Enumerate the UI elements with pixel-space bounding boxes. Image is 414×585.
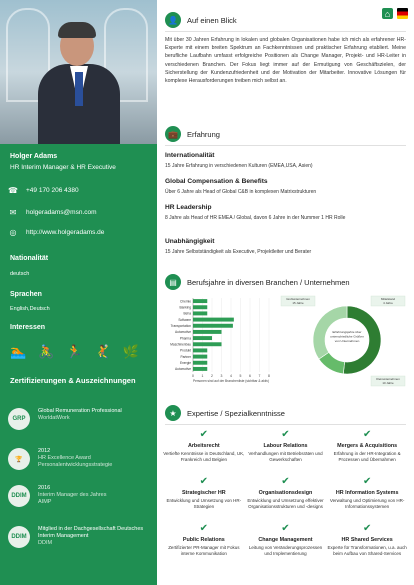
award-item: GRP Global Remuneration Professional WorldatWork: [8, 408, 122, 430]
experience-section-title: 💼 Erfahrung: [165, 126, 220, 142]
check-icon: ✔: [362, 523, 372, 534]
bar: [193, 305, 207, 309]
expertise-item: ✔ Public Relations Zertifizierter PR-Manager mit Fokus interne Kommunikation: [163, 522, 245, 566]
donut-center-text: unterschiedliche Größen: [330, 334, 364, 339]
experience-detail: 15 Jahre Selbstständigkeit als Executive, Projektleiter und Berater: [165, 249, 312, 255]
chart-icon: ▤: [165, 274, 181, 290]
category-label: Software: [178, 317, 191, 322]
category-label: Energie: [180, 360, 191, 365]
person-name: Holger Adams: [10, 153, 58, 160]
x-tick-label: 3: [220, 374, 223, 378]
expertise-item: ✔ Change Management Leitung von Veränderungsprozessen und Implementierung: [245, 522, 327, 566]
awards-heading: Zertifizierungen & Auszeichnungen: [10, 376, 136, 385]
plant-icon: 🌿: [122, 344, 139, 359]
branches-chart: [157, 292, 414, 392]
donut-center-text: Erfahrungsjahre über: [332, 330, 362, 334]
award-badge-icon: 🏆: [8, 448, 30, 470]
x-tick-label: 1: [201, 374, 204, 378]
cycling-icon: 🚴: [38, 344, 55, 359]
bar: [193, 318, 234, 322]
category-label: Banking: [179, 305, 191, 310]
x-tick-label: 4: [230, 374, 232, 378]
category-label: Beha: [183, 311, 191, 316]
award-badge-icon: DDIM: [8, 485, 30, 507]
handball-icon: 🤾: [94, 344, 111, 359]
person-title: HR Interim Manager & HR Executive: [10, 164, 116, 171]
check-icon: ✔: [199, 429, 209, 440]
x-axis-label: Personen sind auf der Branchenliste (sichtbar & aktiv): [192, 379, 270, 383]
x-tick-label: 7: [258, 374, 261, 378]
profile-photo: [0, 0, 157, 144]
expertise-item: ✔ HR Information Systems Verwaltung und Optimierung von HR-Informationssystemen: [326, 475, 408, 519]
experience-detail: Über 6 Jahre als Head of Global C&B in komplexen Matrixstrukturen: [165, 189, 317, 195]
expertise-item: ✔ Arbeitsrecht Vertiefte Kenntnisse in Deutschland, UK, Frankreich und Belgien: [163, 429, 245, 462]
award-badge-icon: GRP: [8, 408, 30, 430]
german-flag-icon[interactable]: [397, 8, 408, 19]
nationality-value: deutsch: [10, 271, 30, 277]
donut-legend-label: Mittelstand: [381, 297, 395, 301]
category-label: Produkt: [180, 348, 191, 353]
category-label: Maschinenbau: [170, 342, 191, 347]
x-tick-label: 2: [211, 374, 213, 378]
interests-icons: [10, 344, 139, 360]
globe-icon: ◎: [9, 227, 17, 237]
award-item: DDIM Mitglied in der Dachgesellschaft Deutsches Interim Management DDIM: [8, 526, 157, 548]
category-label: Chemie: [180, 299, 191, 304]
email-row[interactable]: [8, 207, 97, 217]
bar: [193, 299, 207, 303]
home-icon[interactable]: ⌂: [382, 8, 393, 19]
top-icons: [382, 8, 408, 19]
donut-legend-value: 10 Jahre: [382, 381, 394, 385]
phone-row[interactable]: [8, 185, 79, 195]
x-tick-label: 5: [239, 374, 242, 378]
x-tick-label: 8: [268, 374, 270, 378]
donut-legend-value: 15 Jahre: [292, 301, 304, 305]
donut-center-text: von Unternehmen: [334, 339, 360, 344]
experience-detail: 15 Jahre Erfahrung in verschiedenen Kulturen (EMEA,USA, Asien): [165, 163, 313, 169]
check-icon: ✔: [199, 523, 209, 534]
experience-heading: Global Compensation & Benefits: [165, 178, 268, 185]
running-icon: 🏃: [66, 344, 83, 359]
check-icon: ✔: [281, 476, 290, 487]
award-item: 🏆 2012 HR Excellence Award Personalentwicklungsstrategie: [8, 448, 112, 470]
languages-value: English,Deutsch: [10, 306, 50, 312]
phone-number: +49 170 206 4380: [26, 186, 79, 194]
category-label: Partner: [180, 354, 191, 359]
phone-icon: ☎: [8, 185, 18, 195]
expertise-item: ✔ Strategischer HR Entwicklung und Umsetzung von HR-Strategien: [163, 475, 245, 519]
check-icon: ✔: [281, 523, 290, 534]
user-icon: 👤: [165, 12, 181, 28]
expertise-item: ✔ HR Shared Services Experte für Transformationen, u.a. auch beim Aufbau von Shared-Services: [327, 523, 407, 556]
expertise-section-title: ★ Expertise / Spezialkenntnisse: [165, 405, 285, 421]
check-icon: ✔: [362, 476, 372, 487]
experience-heading: Unabhängigkeit: [165, 238, 215, 245]
bar: [193, 336, 212, 340]
experience-heading: Internationalität: [165, 152, 215, 159]
donut-legend-label: Kleinunternehmen: [376, 377, 400, 381]
bar: [193, 355, 207, 359]
website-row[interactable]: [8, 227, 104, 237]
award-badge-icon: DDIM: [8, 526, 30, 548]
x-tick-label: 0: [192, 374, 194, 378]
x-tick-label: 6: [249, 374, 251, 378]
category-label: Automotive: [175, 330, 191, 335]
donut-legend-label: Großunternehmen: [286, 297, 310, 301]
bar: [193, 348, 207, 352]
swimming-icon: 🏊: [10, 344, 27, 359]
bar: [193, 367, 207, 371]
email-address: holgeradams@msn.com: [26, 208, 97, 216]
languages-heading: Sprachen: [10, 291, 42, 298]
award-item: DDIM 2016 Interim Manager des Jahres AIMP: [8, 485, 106, 507]
experience-heading: HR Leadership: [165, 204, 212, 211]
expertise-item: ✔ Organisationsdesign Entwicklung und Umsetzung effektiver Organisationsstrukturen und -designs: [245, 475, 327, 519]
expertise-grid: [163, 428, 408, 566]
briefcase-icon: 💼: [165, 126, 181, 142]
interests-heading: Interessen: [10, 324, 46, 331]
experience-detail: 8 Jahre als Head of HR EMEA / Global, davon 6 Jahre in der Nummer 1 HR Rolle: [165, 215, 346, 221]
sidebar: [0, 0, 157, 585]
bar: [193, 361, 207, 365]
category-label: Pharma: [179, 336, 191, 341]
bar: [193, 324, 233, 328]
check-icon: ✔: [281, 429, 290, 440]
expertise-item: ✔ Mergers & Acquisitions Erfahrung in der HR-Integration & Prozessen und Übernahmen: [326, 428, 408, 472]
nationality-heading: Nationalität: [10, 255, 49, 262]
check-icon: ✔: [362, 429, 372, 440]
category-label: Automotive: [175, 367, 191, 372]
donut-legend-value: 4 Jahre: [383, 301, 393, 305]
category-label: Transportation: [170, 323, 191, 328]
bar: [193, 311, 207, 315]
email-icon: ✉: [9, 207, 17, 217]
badge-icon: ★: [165, 405, 181, 421]
website-link: http://www.holgeradams.de: [26, 228, 105, 236]
expertise-item: ✔ Labour Relations Verhandlungen mit Betriebsräten und Gewerkschaften: [245, 428, 327, 472]
branches-section-title: ▤ Berufsjahre in diversen Branchen / Unternehmen: [165, 274, 350, 290]
bar: [193, 342, 222, 346]
check-icon: ✔: [199, 476, 209, 487]
main-content: [157, 0, 414, 585]
bar: [193, 330, 222, 334]
about-section-title: 👤 Auf einen Blick: [165, 12, 237, 28]
about-text: Mit über 30 Jahren Erfahrung in lokalen und globalen Organisationen habe ich mich als erfahrener HR-Experte mit einem breiten Spektrum an Fachkenntnissen und praktischer Erfahrung etabliert. Meine berufliche Laufbahn umfasst erfolgreiche Positionen als Change Manager, Projekt- und HR-Leiter in verschiedenen Branchen. Der Fokus liegt immer auf der Ermutigung von Geschäftszielen, der Sicherstellung der Kundenzufriedenheit und der Motivation der Mitarbeiter. Innovative Lösungen für komplexe Herausforderungen treiben mich selbst an.: [165, 37, 406, 85]
